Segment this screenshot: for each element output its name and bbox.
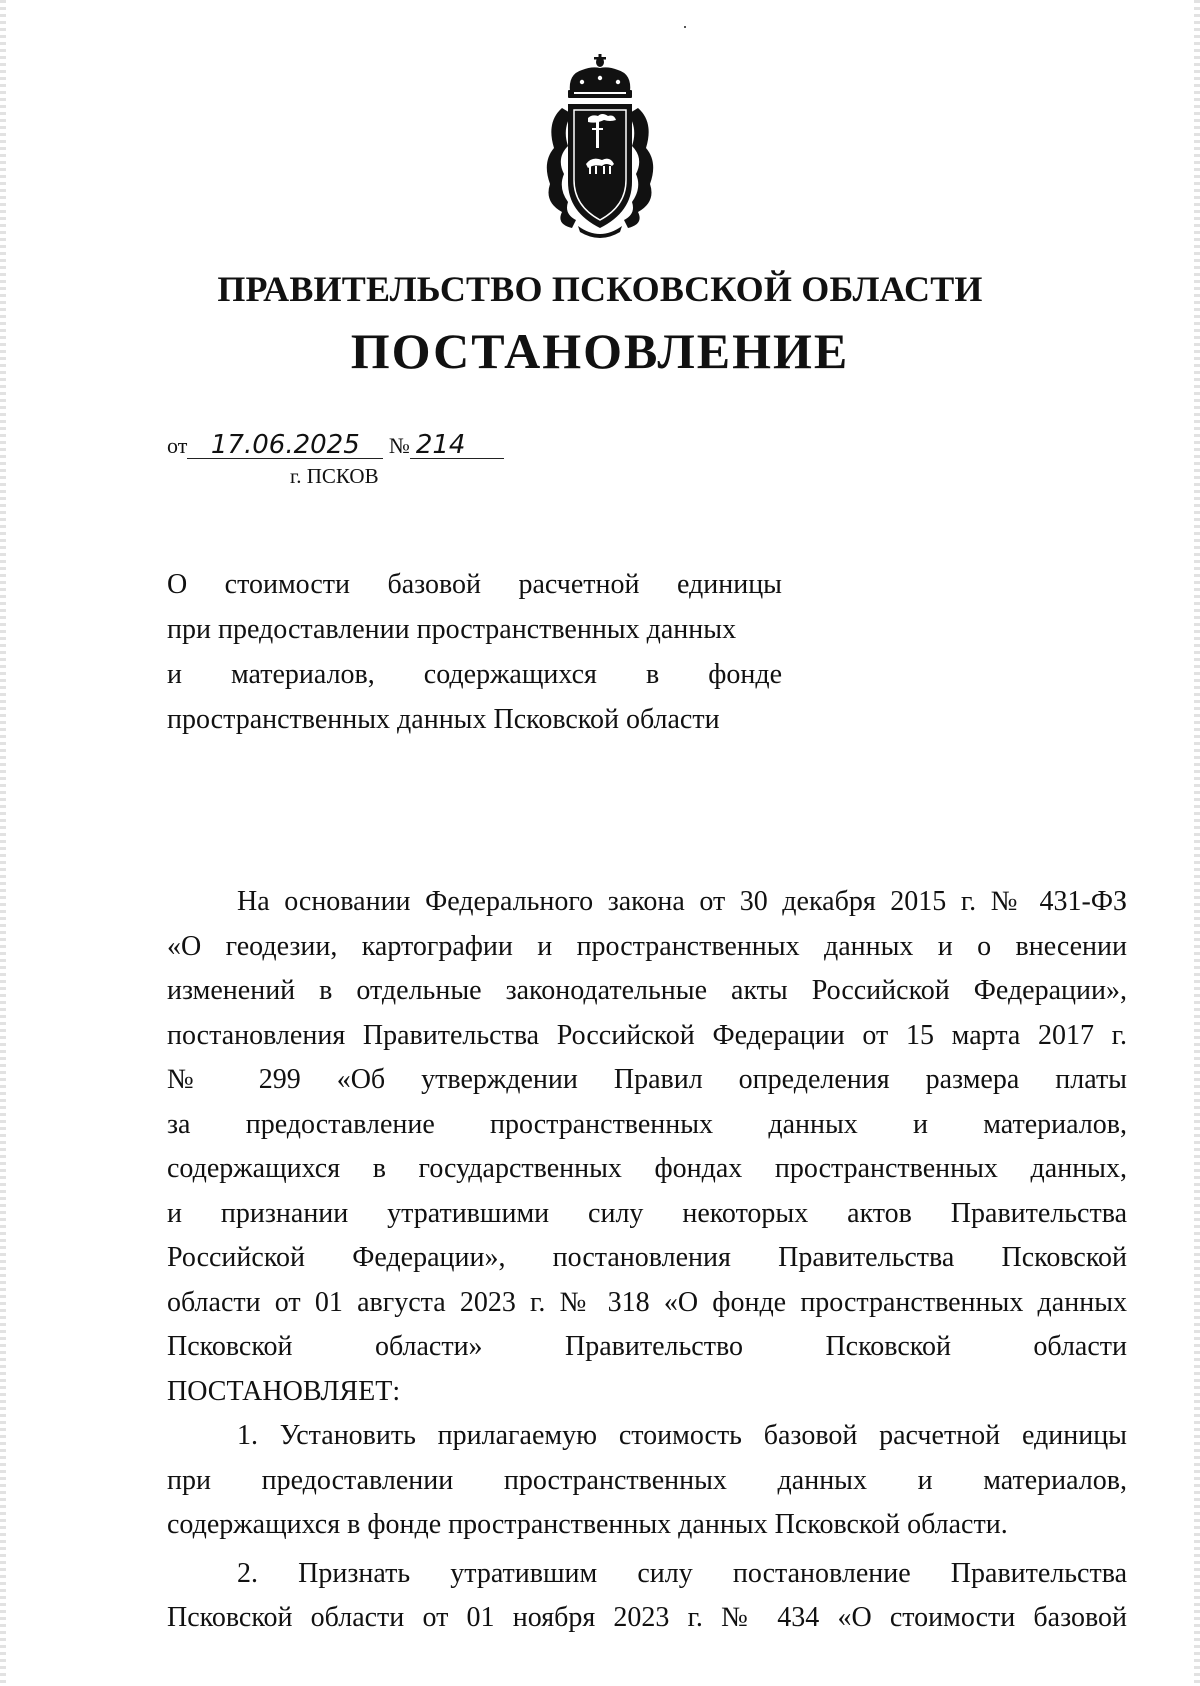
handwritten-date: 17.06.2025 <box>187 432 383 459</box>
scan-speck <box>684 26 686 28</box>
clause-1-line: 1. Установить прилагаемую стоимость базовой расчетной единицы <box>237 1420 1127 1451</box>
coat-of-arms-icon <box>532 52 668 240</box>
subject-line: и материалов, содержащихся в фонде <box>167 659 782 690</box>
handwritten-number: 214 <box>410 432 504 459</box>
body-line: На основании Федерального закона от 30 декабря 2015 г. № 431-ФЗ <box>237 886 1127 917</box>
clause-2-line: Псковской области от 01 ноября 2023 г. № 434 «О стоимости базовой <box>167 1602 1127 1633</box>
body-line: постановления Правительства Российской Федерации от 15 марта 2017 г. <box>167 1019 1127 1051</box>
city-label: г. ПСКОВ <box>290 464 379 488</box>
date-prefix: от <box>167 433 188 458</box>
clause-1-line: при предоставлении пространственных данных и материалов, <box>167 1464 1127 1496</box>
body-line: за предоставление пространственных данных и материалов, <box>167 1108 1127 1140</box>
body-line: и признании утратившими силу некоторых актов Правительства <box>167 1197 1127 1229</box>
body-line: «О геодезии, картографии и пространственных данных и о внесении <box>167 930 1127 962</box>
body-line: содержащихся в государственных фондах пространственных данных, <box>167 1153 1127 1184</box>
subject-line: пространственных данных Псковской области <box>167 704 720 735</box>
government-title: ПРАВИТЕЛЬСТВО ПСКОВСКОЙ ОБЛАСТИ <box>217 269 983 309</box>
scan-edge-left <box>0 0 6 1686</box>
body-line: Российской Федерации», постановления Правительства Псковской <box>167 1242 1127 1273</box>
resolution-keyword: ПОСТАНОВЛЯЕТ: <box>167 1375 401 1407</box>
body-line: Псковской области» Правительство Псковской области <box>167 1331 1127 1362</box>
scan-edge-right <box>1194 0 1200 1686</box>
subject-line: О стоимости базовой расчетной единицы <box>167 569 782 600</box>
clause-1-line: содержащихся в фонде пространственных данных Псковской области. <box>167 1509 1008 1540</box>
clause-2-line: 2. Признать утратившим силу постановление Правительства <box>237 1557 1127 1589</box>
body-line: изменений в отдельные законодательные акты Российской Федерации», <box>167 975 1127 1006</box>
document-body <box>167 880 1127 1641</box>
date-number-line <box>167 432 504 459</box>
body-line: области от 01 августа 2023 г. № 318 «О фонде пространственных данных <box>167 1286 1127 1318</box>
body-line: № 299 «Об утверждении Правил определения размера платы <box>167 1064 1127 1095</box>
subject-line: при предоставлении пространственных данных <box>167 614 737 645</box>
document-subject <box>167 562 782 742</box>
document-type-title: ПОСТАНОВЛЕНИЕ <box>350 323 850 379</box>
number-prefix: № <box>388 433 410 458</box>
